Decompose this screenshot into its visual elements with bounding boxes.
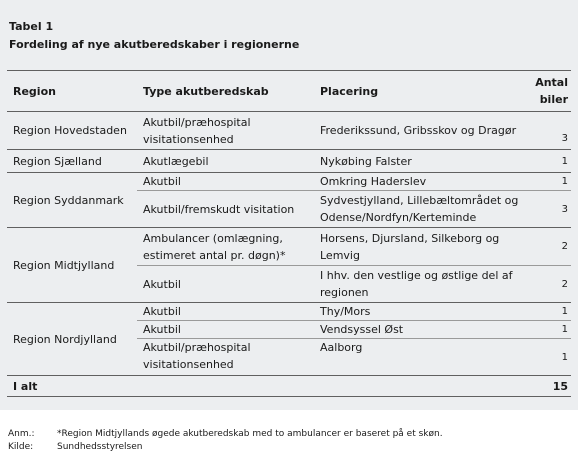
table-number: Tabel 1: [9, 20, 54, 33]
count-cell: 3: [521, 191, 571, 228]
count-cell: 2: [521, 266, 571, 303]
header-region: Region: [7, 71, 137, 112]
total-count: 15: [521, 376, 571, 397]
type-cell: Akutbil: [137, 303, 314, 321]
source-label: Kilde:: [8, 442, 34, 452]
placement-cell: Nykøbing Falster: [314, 150, 521, 173]
type-cell: Akutbil/præhospital visitationsenhed: [137, 339, 314, 376]
note-text: *Region Midtjyllands øgede akutberedskab med to ambulancer er baseret på et skøn.: [57, 429, 443, 439]
note-label: Anm.:: [8, 429, 35, 439]
placement-cell: Omkring Haderslev: [314, 173, 521, 191]
count-cell: 1: [521, 321, 571, 339]
placement-cell: I hhv. den vestlige og østlige del af regionen: [314, 266, 521, 303]
note-line: [8, 428, 443, 441]
data-table: [7, 70, 571, 397]
type-cell: Akutbil: [137, 321, 314, 339]
count-cell: 2: [521, 228, 571, 266]
count-cell: 1: [521, 173, 571, 191]
region-cell: Region Nordjylland: [7, 303, 137, 376]
table-notes: [8, 428, 443, 454]
table-row: [7, 303, 571, 321]
type-cell: Akutbil: [137, 173, 314, 191]
placement-cell: Vendsyssel Øst: [314, 321, 521, 339]
type-cell: Ambulancer (omlægning, estimeret antal pr. døgn)*: [137, 228, 314, 266]
placement-cell: Sydvestjylland, Lillebæltområdet og Odense/Nordfyn/Kerteminde: [314, 191, 521, 228]
region-cell: Region Sjælland: [7, 150, 137, 173]
table-row: [7, 112, 571, 150]
type-cell: Akutbil/præhospital visitationsenhed: [137, 112, 314, 150]
type-cell: Akutbil: [137, 266, 314, 303]
header-row: [7, 71, 571, 112]
total-row: [7, 376, 571, 397]
source-line: [8, 441, 443, 454]
total-label: I alt: [7, 376, 521, 397]
header-count: Antal biler: [521, 71, 571, 112]
count-cell: 1: [521, 339, 571, 376]
placement-cell: Frederikssund, Gribsskov og Dragør: [314, 112, 521, 150]
placement-cell: Aalborg: [314, 339, 521, 376]
placement-cell: Thy/Mors: [314, 303, 521, 321]
type-cell: Akutbil/fremskudt visitation: [137, 191, 314, 228]
region-cell: Region Hovedstaden: [7, 112, 137, 150]
table-row: [7, 173, 571, 191]
count-cell: 3: [521, 112, 571, 150]
count-cell: 1: [521, 303, 571, 321]
header-placement: Placering: [314, 71, 521, 112]
type-cell: Akutlægebil: [137, 150, 314, 173]
count-cell: 1: [521, 150, 571, 173]
region-cell: Region Midtjylland: [7, 228, 137, 303]
region-cell: Region Syddanmark: [7, 173, 137, 228]
placement-cell: Horsens, Djursland, Silkeborg og Lemvig: [314, 228, 521, 266]
table-row: [7, 150, 571, 173]
header-type: Type akutberedskab: [137, 71, 314, 112]
table-title: Fordeling af nye akutberedskaber i regionerne: [9, 38, 300, 51]
source-text: Sundhedsstyrelsen: [57, 442, 143, 452]
table-row: [7, 228, 571, 266]
